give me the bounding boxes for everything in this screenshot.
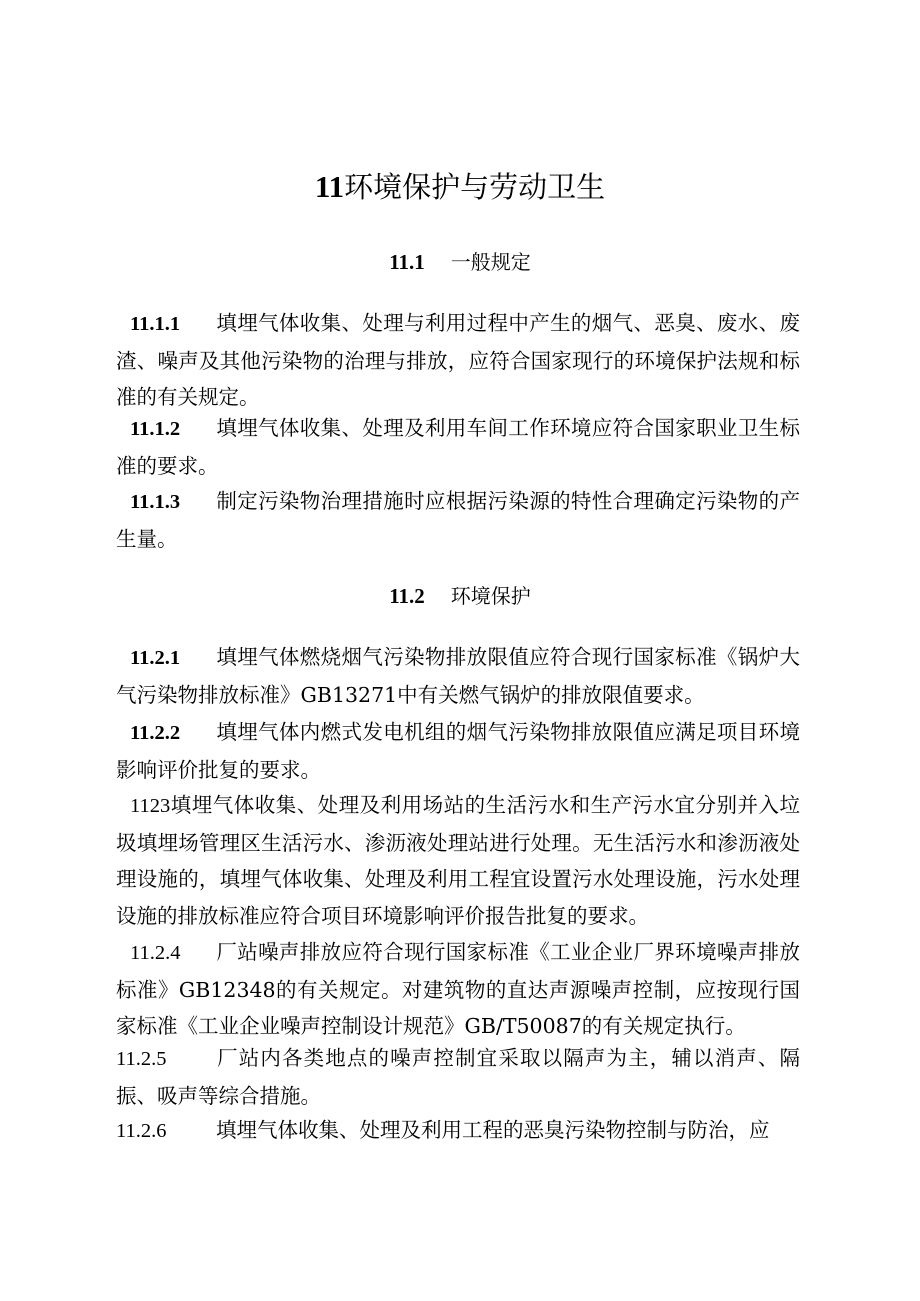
clause-paragraph [116,934,800,1045]
clause-number: 1123 [130,795,171,817]
clause-paragraph [116,714,800,788]
section-number: 11.2 [389,584,425,608]
clause-number: 11.1.2 [130,418,181,440]
clause-paragraph [116,305,800,416]
clause-text: 填埋气体收集、处理及利用场站的生活污水和生产污水宜分别并入垃圾填埋场管理区生活污水、渗沥液处理站进行处理。无生活污水和渗沥液处理设施的，填埋气体收集、处理及利用工程宜设置污水处理设施，污水处理设施的排放标准应符合项目环境影响评价报告批复的要求。 [116,793,800,928]
clause-text: 制定污染物治理措施时应根据污染源的特性合理确定污染物的产生量。 [116,489,800,551]
section-number: 11.1 [389,250,425,274]
section-heading [0,580,920,612]
clause-paragraph [116,1040,800,1114]
clause-number: 11.2.6 [116,1120,167,1142]
chapter-number: 11 [314,169,345,204]
chapter-title-text: 环境保护与劳动卫生 [344,170,606,204]
section-heading [0,246,920,278]
clause-number: 11.1.1 [130,313,181,335]
clause-number: 11.2.5 [116,1048,167,1070]
chapter-title [0,165,920,209]
clause-paragraph [116,1112,800,1150]
clause-text: 厂站噪声排放应符合现行国家标准《工业企业厂界环境噪声排放标准》GB12348的有关规定。对建筑物的直达声源噪声控制，应按现行国家标准《工业企业噪声控制设计规范》GB/T50087的有关规定执行。 [116,940,800,1038]
clause-text: 填埋气体内燃式发电机组的烟气污染物排放限值应满足项目环境影响评价批复的要求。 [116,720,800,782]
clause-text: 填埋气体燃烧烟气污染物排放限值应符合现行国家标准《锅炉大气污染物排放标准》GB13271中有关燃气锅炉的排放限值要求。 [116,645,800,707]
clause-paragraph [116,639,800,713]
clause-number: 11.2.1 [130,647,181,669]
section-title: 环境保护 [450,584,531,608]
section-title: 一般规定 [450,250,531,274]
clause-number: 11.2.4 [130,942,181,964]
clause-text: 填埋气体收集、处理及利用车间工作环境应符合国家职业卫生标准的要求。 [116,416,800,478]
clause-paragraph [116,787,800,934]
clause-paragraph [116,410,800,484]
clause-paragraph [116,483,800,557]
clause-number: 11.1.3 [130,491,181,513]
clause-number: 11.2.2 [130,722,181,744]
clause-text: 填埋气体收集、处理及利用工程的恶臭污染物控制与防治，应 [216,1118,770,1142]
clause-text: 厂站内各类地点的噪声控制宜采取以隔声为主，辅以消声、隔振、吸声等综合措施。 [116,1046,800,1108]
clause-text: 填埋气体收集、处理与利用过程中产生的烟气、恶臭、废水、废渣、噪声及其他污染物的治理与排放，应符合国家现行的环境保护法规和标准的有关规定。 [116,311,800,409]
